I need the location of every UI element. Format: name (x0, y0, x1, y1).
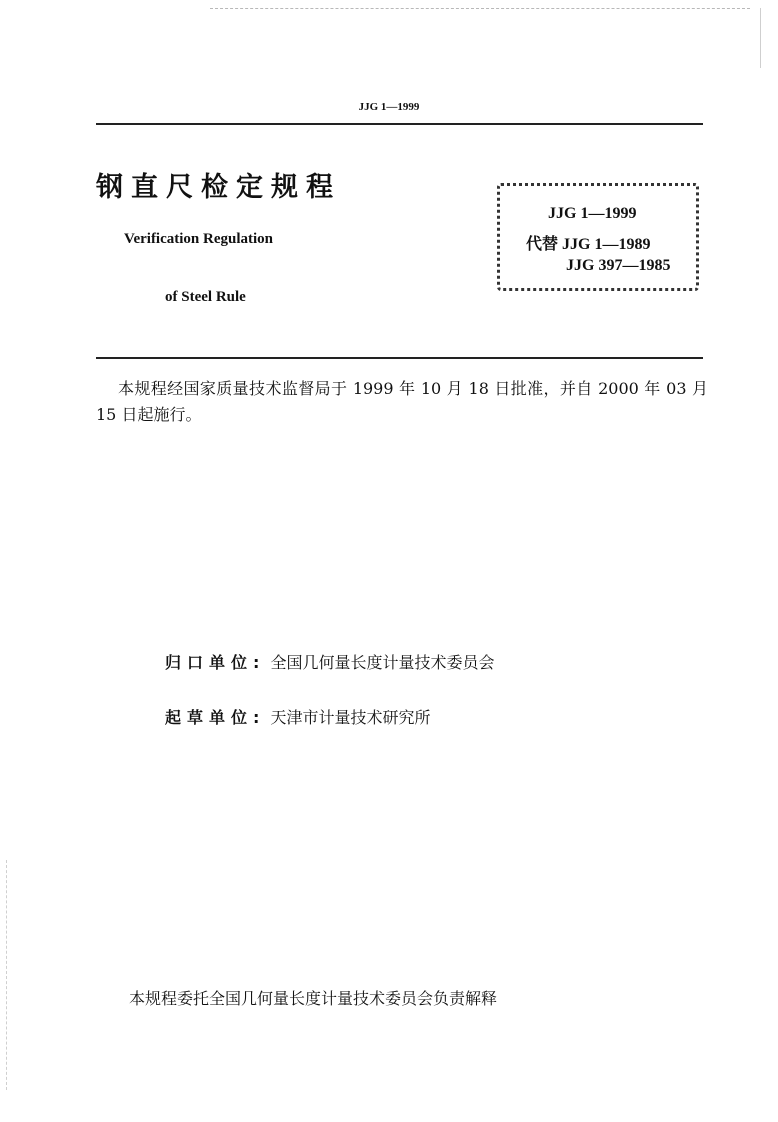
title-english-line1: Verification Regulation (124, 231, 274, 247)
standard-code-box (497, 183, 699, 291)
drafting-unit-label: 起草单位: (165, 708, 266, 727)
running-header-code: JJG 1—1999 (358, 101, 420, 113)
approval-statement: 本规程经国家质量技术监督局于 1999 年 10 月 18 日批准，并自 2000 年 03 月 15 日起施行。 (96, 379, 708, 424)
code-current: JJG 1—1999 (548, 205, 637, 222)
responsible-unit-value: 全国几何量长度计量技术委员会 (270, 653, 495, 672)
title-chinese: 钢直尺检定规程 (96, 172, 341, 203)
code-replaces: 代替 JJG 1—1989 (526, 236, 651, 253)
drafting-unit-row (165, 705, 431, 728)
top-rule (96, 123, 703, 125)
middle-rule (96, 357, 703, 359)
responsible-unit-row (165, 650, 495, 673)
code-replaces-second: JJG 397—1985 (566, 257, 671, 274)
scan-edge-top (210, 8, 750, 9)
responsible-unit-label: 归口单位: (165, 653, 266, 672)
scan-edge-left (6, 860, 8, 1090)
drafting-unit-value: 天津市计量技术研究所 (270, 708, 431, 727)
scan-edge-right (760, 8, 761, 68)
interpretation-note: 本规程委托全国几何量长度计量技术委员会负责解释 (129, 989, 498, 1008)
title-english-line2: of Steel Rule (165, 289, 246, 305)
